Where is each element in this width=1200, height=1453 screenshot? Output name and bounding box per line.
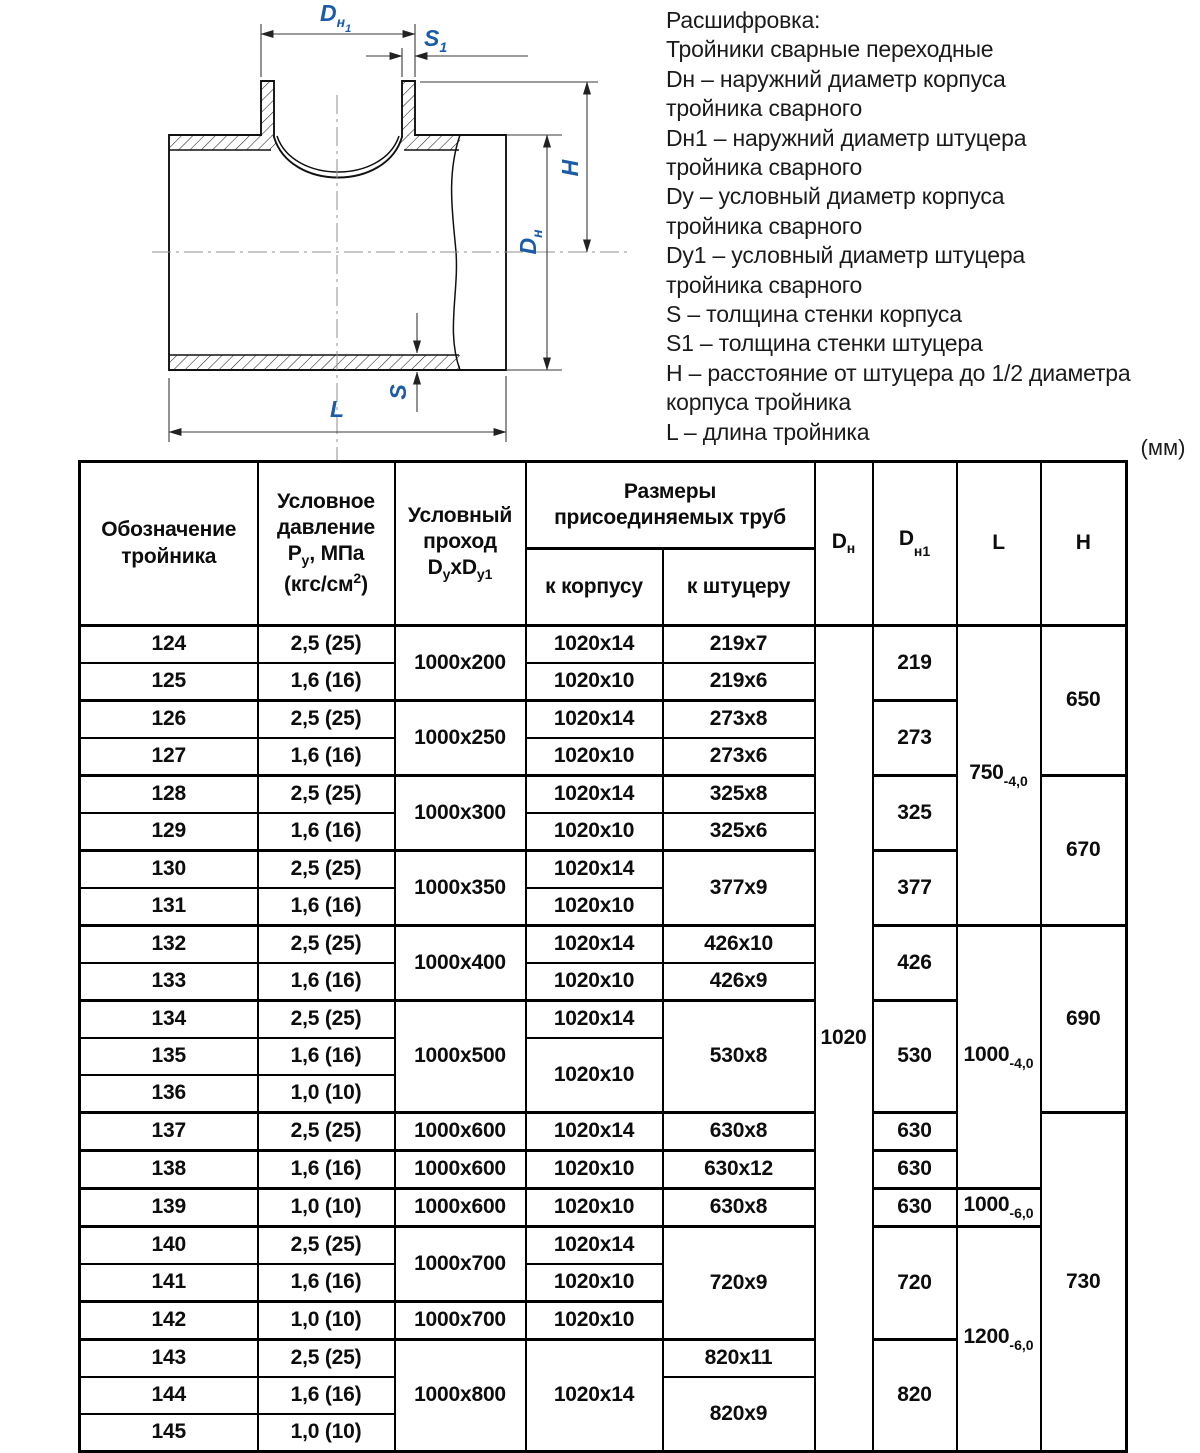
cell-to-stub: 426x10 (663, 926, 815, 964)
legend-line: Dн – наружний диаметр корпуса (666, 65, 1006, 92)
legend-line: Dy – условный диаметр корпуса (666, 183, 1005, 210)
dim-label-s1: $S_1$ (424, 25, 448, 55)
header-nominal-bore: Условный проход $D_уxD_{у1}$ (395, 462, 526, 626)
cell-dn1: 820 (873, 1340, 957, 1452)
cell-to-stub: 720x9 (663, 1227, 815, 1340)
cell-designation: 140 (80, 1227, 258, 1265)
legend-line: тройника сварного (666, 271, 863, 298)
cell-dn1: 325 (873, 776, 957, 851)
cell-l: $750_{-4,0}$ (957, 626, 1041, 926)
cell-designation: 130 (80, 851, 258, 889)
cell-to-body: 1020x14 (526, 926, 663, 964)
table-row (80, 926, 1127, 964)
cell-nominal-bore: 1000x350 (395, 851, 526, 926)
dim-label-s: S (385, 384, 411, 400)
cell-to-body: 1020x10 (526, 1151, 663, 1189)
cell-to-body: 1020x14 (526, 1113, 663, 1151)
cell-nominal-bore: 1000x600 (395, 1113, 526, 1151)
cell-to-stub: 273x8 (663, 701, 815, 739)
cell-dn: 1020 (815, 626, 873, 1452)
cell-designation: 142 (80, 1302, 258, 1340)
cell-dn1: 426 (873, 926, 957, 1001)
cell-nominal-bore: 1000x250 (395, 701, 526, 776)
cell-pressure: 1,6 (16) (258, 663, 395, 701)
cell-pressure: 1,6 (16) (258, 813, 395, 851)
cell-pressure: 1,6 (16) (258, 1377, 395, 1414)
cell-to-body: 1020x10 (526, 1038, 663, 1113)
cell-to-body: 1020x10 (526, 738, 663, 776)
cell-pressure: 1,6 (16) (258, 963, 395, 1001)
cell-designation: 141 (80, 1264, 258, 1302)
cell-h: 650 (1041, 626, 1127, 776)
cell-designation: 124 (80, 626, 258, 664)
cell-pressure: 1,6 (16) (258, 1151, 395, 1189)
legend (666, 6, 1200, 447)
pipe-walls (169, 78, 460, 370)
header-to-stub: к штуцеру (663, 549, 815, 626)
dim-label-dn1: $D_{н1}$ (320, 0, 352, 35)
cell-nominal-bore: 1000x800 (395, 1340, 526, 1452)
cell-designation: 128 (80, 776, 258, 814)
legend-line: тройника сварного (666, 154, 863, 181)
cell-designation: 137 (80, 1113, 258, 1151)
cell-pressure: 2,5 (25) (258, 1001, 395, 1039)
cell-to-stub: 820x9 (663, 1377, 815, 1452)
cell-designation: 135 (80, 1038, 258, 1075)
cell-designation: 143 (80, 1340, 258, 1378)
cell-h: 730 (1041, 1113, 1127, 1452)
cell-dn1: 720 (873, 1227, 957, 1340)
cell-pressure: 1,6 (16) (258, 738, 395, 776)
cell-nominal-bore: 1000x200 (395, 626, 526, 701)
cell-dn1: 377 (873, 851, 957, 926)
cell-to-stub: 325x6 (663, 813, 815, 851)
dim-label-dn: $D_н$ (515, 229, 545, 255)
cell-to-body: 1020x10 (526, 1189, 663, 1227)
legend-line: S – толщина стенки корпуса (666, 301, 962, 328)
tee-drawing (0, 0, 660, 470)
cell-pressure: 2,5 (25) (258, 1340, 395, 1378)
cell-to-stub: 630x12 (663, 1151, 815, 1189)
cell-pressure: 2,5 (25) (258, 776, 395, 814)
legend-line: H – расстояние от штуцера до 1/2 диаметра (666, 359, 1131, 386)
header-designation: Обозначение тройника (80, 462, 258, 626)
cell-l: $1000_{-6,0}$ (957, 1189, 1041, 1227)
header-pipe-sizes-group: Размеры присоединяемых труб (526, 462, 815, 549)
header-dn: $D_н$ (815, 462, 873, 626)
cell-to-stub: 273x6 (663, 738, 815, 776)
cell-pressure: 2,5 (25) (258, 1113, 395, 1151)
cell-designation: 138 (80, 1151, 258, 1189)
header-l: L (957, 462, 1041, 626)
header-dn1: $D_{н1}$ (873, 462, 957, 626)
cell-designation: 134 (80, 1001, 258, 1039)
cell-to-stub: 820x11 (663, 1340, 815, 1378)
dim-label-l: L (329, 396, 345, 422)
cell-designation: 131 (80, 888, 258, 926)
cell-designation: 129 (80, 813, 258, 851)
cell-designation: 132 (80, 926, 258, 964)
cell-to-stub: 325x8 (663, 776, 815, 814)
cell-h: 670 (1041, 776, 1127, 926)
legend-line: Dy1 – условный диаметр штуцера (666, 242, 1026, 269)
cell-nominal-bore: 1000x600 (395, 1189, 526, 1227)
cell-to-stub: 630x8 (663, 1189, 815, 1227)
cell-nominal-bore: 1000x400 (395, 926, 526, 1001)
legend-line: тройника сварного (666, 212, 863, 239)
cell-designation: 144 (80, 1377, 258, 1414)
cell-to-body: 1020x10 (526, 1302, 663, 1340)
cell-designation: 125 (80, 663, 258, 701)
cell-dn1: 219 (873, 626, 957, 701)
cell-dn1: 630 (873, 1151, 957, 1189)
cell-designation: 145 (80, 1414, 258, 1452)
cell-l: $1200_{-6,0}$ (957, 1227, 1041, 1452)
dimensions-table (78, 460, 1128, 1453)
legend-line: Тройники сварные переходные (666, 36, 994, 63)
cell-h: 690 (1041, 926, 1127, 1113)
cell-nominal-bore: 1000x300 (395, 776, 526, 851)
legend-line: Dн1 – наружний диаметр штуцера (666, 124, 1027, 151)
table-row (80, 626, 1127, 664)
cell-to-body: 1020x10 (526, 888, 663, 926)
cell-pressure: 2,5 (25) (258, 926, 395, 964)
cell-to-stub: 530x8 (663, 1001, 815, 1113)
cell-pressure: 2,5 (25) (258, 701, 395, 739)
cell-nominal-bore: 1000x700 (395, 1227, 526, 1302)
cell-pressure: 1,6 (16) (258, 1038, 395, 1075)
cell-to-body: 1020x14 (526, 701, 663, 739)
cell-nominal-bore: 1000x500 (395, 1001, 526, 1113)
cell-l: $1000_{-4,0}$ (957, 926, 1041, 1189)
cell-dn1: 630 (873, 1189, 957, 1227)
cell-nominal-bore: 1000x600 (395, 1151, 526, 1189)
cell-designation: 127 (80, 738, 258, 776)
legend-line: Расшифровка: (666, 7, 821, 33)
cell-to-body: 1020x14 (526, 851, 663, 889)
cell-to-body: 1020x14 (526, 1340, 663, 1452)
cell-pressure: 2,5 (25) (258, 1227, 395, 1265)
cell-pressure: 1,6 (16) (258, 1264, 395, 1302)
cell-to-body: 1020x10 (526, 663, 663, 701)
unit-note: (мм) (1140, 435, 1186, 460)
cell-dn1: 530 (873, 1001, 957, 1113)
cell-to-stub: 219x7 (663, 626, 815, 664)
cell-to-body: 1020x14 (526, 1227, 663, 1265)
cell-to-stub: 377x9 (663, 851, 815, 926)
cell-to-stub: 630x8 (663, 1113, 815, 1151)
header-to-body: к корпусу (526, 549, 663, 626)
cell-nominal-bore: 1000x700 (395, 1302, 526, 1340)
cell-designation: 139 (80, 1189, 258, 1227)
cell-pressure: 1,6 (16) (258, 888, 395, 926)
table-row (80, 1227, 1127, 1265)
cell-dn1: 273 (873, 701, 957, 776)
cell-to-body: 1020x10 (526, 963, 663, 1001)
cell-pressure: 2,5 (25) (258, 626, 395, 664)
cell-to-body: 1020x10 (526, 813, 663, 851)
cell-pressure: 1,0 (10) (258, 1414, 395, 1452)
legend-line: корпуса тройника (666, 389, 851, 416)
cell-to-body: 1020x14 (526, 776, 663, 814)
cell-to-body: 1020x14 (526, 1001, 663, 1039)
cell-designation: 126 (80, 701, 258, 739)
legend-line: S1 – толщина стенки штуцера (666, 330, 983, 357)
cell-pressure: 1,0 (10) (258, 1302, 395, 1340)
cell-designation: 136 (80, 1075, 258, 1113)
cell-to-stub: 219x6 (663, 663, 815, 701)
cell-to-body: 1020x14 (526, 626, 663, 664)
cell-to-body: 1020x10 (526, 1264, 663, 1302)
cell-to-stub: 426x9 (663, 963, 815, 1001)
legend-line: тройника сварного (666, 95, 863, 122)
header-pressure: Условное давление $P_у$, МПа $(кгс/см^2)$ (258, 462, 395, 626)
cell-dn1: 630 (873, 1113, 957, 1151)
cell-designation: 133 (80, 963, 258, 1001)
cell-pressure: 1,0 (10) (258, 1189, 395, 1227)
header-h: H (1041, 462, 1127, 626)
dim-label-h: H (557, 159, 583, 177)
cell-pressure: 1,0 (10) (258, 1075, 395, 1113)
cell-pressure: 2,5 (25) (258, 851, 395, 889)
legend-line: L – длина тройника (666, 418, 870, 445)
table-row (80, 1189, 1127, 1227)
